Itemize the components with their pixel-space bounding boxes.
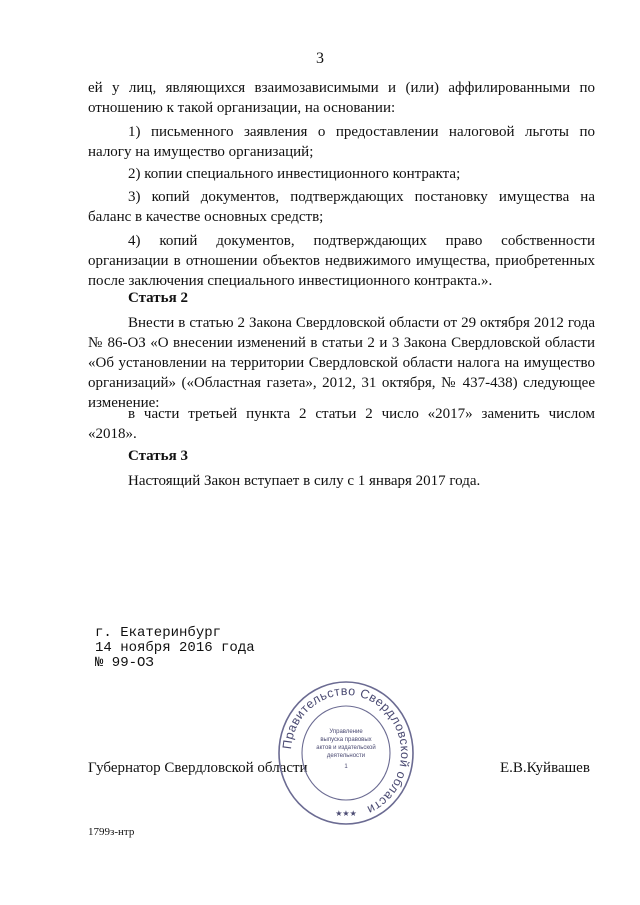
article-2-heading: Статья 2 (128, 290, 188, 306)
article-3-heading: Статья 3 (128, 448, 188, 464)
stamp-ring-text: Правительство Свердловской области (280, 683, 413, 818)
document-code: 1799з-нтр (88, 826, 135, 838)
stamp-stars: ★★★ (335, 809, 357, 818)
footer-date: 14 ноября 2016 года (95, 640, 255, 656)
list-item-2: 2) копии специального инвестиционного контракта; (128, 166, 461, 182)
paragraph-continuation: ей у лиц, являющихся взаимозависимыми и (или) аффилированными по отношению к такой организации, на основании: (88, 80, 595, 116)
article-2-change: в части третьей пункта 2 статьи 2 число «2017» заменить числом «2018». (88, 406, 595, 442)
list-item-3: 3) копий документов, подтверждающих постановку имущества на баланс в качестве основных средств; (88, 189, 595, 225)
official-stamp (276, 678, 416, 828)
article-2-text: Внести в статью 2 Закона Свердловской области от 29 октября 2012 года № 86-ОЗ «О внесении изменений в статьи 2 и 3 Закона Свердловской области «Об установлении на территории Свердловской области налога на имущество организаций» («Областная газета», 2012, 31 октября, № 437-438) следующее изменение: (88, 315, 595, 411)
stamp-inner-line-2: выпуска правовых (320, 737, 372, 743)
list-item-1: 1) письменного заявления о предоставлении налоговой льготы по налогу на имущество организаций; (88, 124, 595, 160)
stamp-number: 1 (344, 764, 348, 770)
footer-city: г. Екатеринбург (95, 625, 222, 641)
stamp-inner-line-1: Управление (329, 729, 363, 735)
signature-position: Губернатор Свердловской области (88, 760, 308, 776)
article-3-text: Настоящий Закон вступает в силу с 1 января 2017 года. (128, 473, 481, 489)
stamp-inner-line-3: актов и издательской (316, 745, 376, 751)
footer-law-number: № 99-ОЗ (95, 655, 154, 671)
signature-name: Е.В.Куйвашев (500, 760, 590, 776)
stamp-inner-line-4: деятельности (326, 753, 366, 759)
page-number: 3 (316, 50, 324, 67)
list-item-4: 4) копий документов, подтверждающих право собственности организации в отношении объектов недвижимого имущества, приобретенных после заключения специального инвестиционного контракта.». (88, 233, 595, 289)
